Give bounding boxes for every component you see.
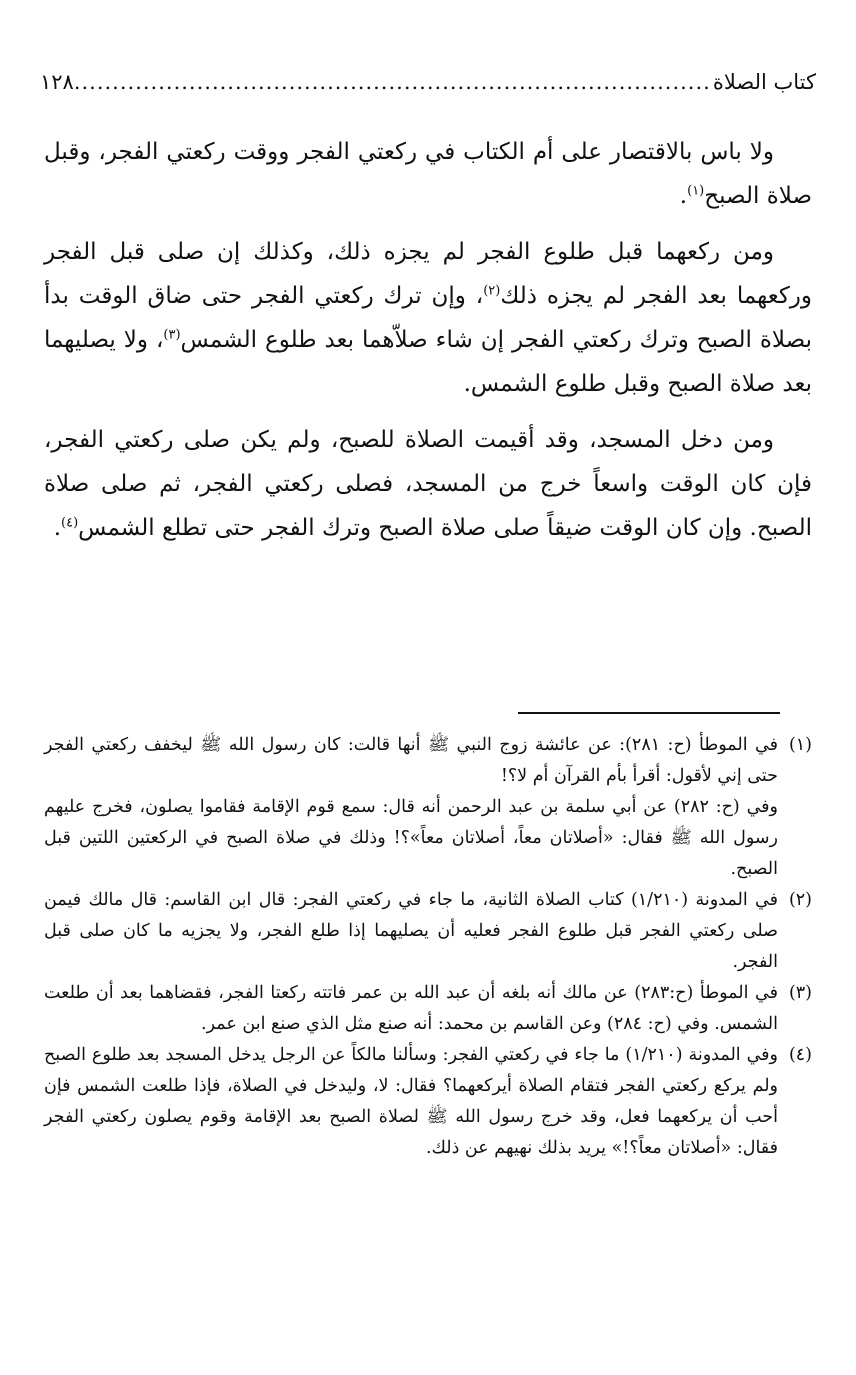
header-leader-dots [76,70,711,94]
footnote-separator [518,712,780,714]
footnote-text: وفي المدونة (١/٢١٠) ما جاء في ركعتي الفجر: وسألنا مالكاً عن الرجل يدخل المسجد بعد طلوع الصبح ولم يركع ركعتي الفجر فتقام الصلاة أيركعهما؟ فقال: لا، وليدخل في الصلاة، فإذا طلعت الشمس فإن أحب أن يركعهما فعل، وقد خرج رسول الله ﷺ لصلاة الصبح بعد الإقامة وقوم يصلون ركعتي الفجر فقال: «أصلاتان معاً؟!» يريد بذلك نهيهم عن ذلك. [44,1045,778,1158]
main-text [44,130,812,562]
footnote-number: (٤) [788,1045,812,1065]
footnote-4 [44,1040,812,1164]
footnote-text: في المدونة (١/٢١٠) كتاب الصلاة الثانية، ما جاء في ركعتي الفجر: قال ابن القاسم: قال مالك فيمن صلى ركعتي الفجر قبل طلوع الفجر فعليه أن يصليهما إذا طلع الفجر، ولا يجزيه ما كان صلى قبل الفجر. [44,890,779,972]
footnote-3 [44,978,812,1040]
paragraph-text: ومن ركعهما قبل طلوع الفجر لم يجزه ذلك، وكذلك إن صلى قبل الفجر وركعهما بعد الفجر لم يجزه ذلك [44,239,812,309]
paragraph-1 [44,130,812,218]
footnote-text: وفي (ح: ٢٨٢) عن أبي سلمة بن عبد الرحمن أنه قال: سمع قوم الإقامة فقاموا يصلون، فخرج عليهم رسول الله ﷺ فقال: «أصلاتان معاً، أصلاتان معاً»؟! وذلك في صلاة الصبح في الركعتين اللتين قبل الصبح. [44,797,778,879]
footnote-ref: (١) [687,183,705,199]
paragraph-text: ، ولا يصليهما بعد صلاة الصبح وقبل طلوع الشمس. [44,327,812,397]
header-title: كتاب الصلاة [712,70,816,94]
footnote-number: (٢) [788,890,812,910]
footnote-text: في الموطأ (ح: ٢٨١): عن عائشة زوج النبي ﷺ أنها قالت: كان رسول الله ﷺ ليخفف ركعتي الفجر حتى إني لأقول: أقرأ بأم القرآن أم لا؟! [44,735,778,786]
footnote-text: في الموطأ (ح:٢٨٣) عن مالك أنه بلغه أن عبد الله بن عمر فاتته ركعتا الفجر، فقضاهما بعد أن طلعت الشمس. وفي (ح: ٢٨٤) وعن القاسم بن محمد: أنه صنع مثل الذي صنع ابن عمر. [44,983,778,1034]
footnote-number: (٣) [788,983,812,1003]
footnote-2 [44,885,812,978]
footnote-ref: (٣) [163,327,181,343]
footnote-ref: (٤) [61,515,79,531]
paragraph-text: ومن دخل المسجد، وقد أقيمت الصلاة للصبح، ولم يكن صلى ركعتي الفجر، فإن كان الوقت واسعاً خرج من المسجد، فصلى ركعتي الفجر، ثم صلى صلاة الصبح. وإن كان الوقت ضيقاً صلى صلاة الصبح وترك الفجر حتى تطلع الشمس [44,427,812,541]
footnote-number: (١) [788,735,812,755]
page-number: ١٢٨ [40,70,74,94]
paragraph-2 [44,230,812,406]
paragraph-tail: . [53,515,62,541]
running-header [40,70,816,104]
footnote-1 [44,730,812,885]
paragraph-tail: . [679,183,688,209]
paragraph-text: ولا باس بالاقتصار على أم الكتاب في ركعتي الفجر ووقت ركعتي الفجر، وقبل صلاة الصبح [44,139,812,209]
paragraph-3 [44,418,812,550]
paragraph-text: ، وإن ترك ركعتي الفجر حتى ضاق الوقت بدأ بصلاة الصبح وترك ركعتي الفجر إن شاء صلاّهما بعد طلوع الشمس [44,283,813,353]
footnote-ref: (٢) [483,283,501,299]
footnotes [44,730,812,1164]
